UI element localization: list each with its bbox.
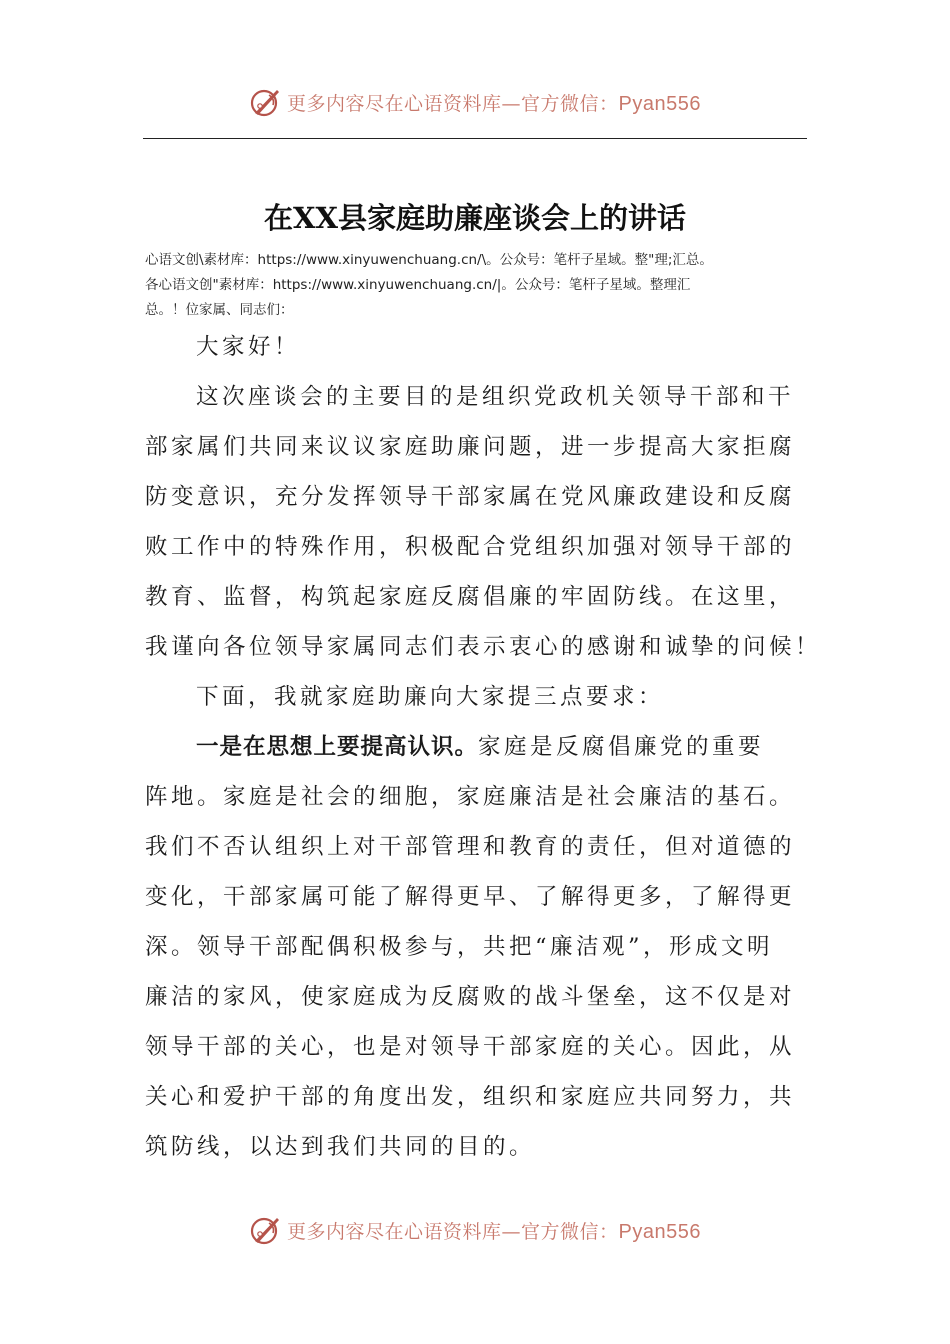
wechat-id: Pyan556	[618, 92, 701, 115]
paragraph-lead: 一是在思想上要提高认识。	[196, 734, 479, 760]
paragraph-3	[145, 722, 809, 1172]
paragraph-line: 关心和爱护干部的角度出发，组织和家庭应共同努力，共	[145, 1084, 796, 1110]
paragraph-line: 防变意识，充分发挥领导干部家属在党风廉政建设和反腐	[145, 484, 796, 510]
paragraph-line: 廉洁的家风，使家庭成为反腐败的战斗堡垒，这不仅是对	[145, 984, 796, 1010]
quill-logo-icon	[249, 1213, 283, 1247]
banner-text: 更多内容尽在心语资料库—官方微信：Pyan556	[287, 1220, 701, 1243]
document-title: 在XX县家庭助廉座谈会上的讲话	[263, 201, 686, 235]
paragraph-line: 深。领导干部配偶积极参与，共把“廉洁观”，形成文明	[145, 934, 774, 960]
paragraph-1	[145, 372, 822, 672]
paragraph-line: 部家属们共同来议议家庭助廉问题，进一步提高大家拒腐	[145, 434, 796, 460]
paragraph-line: 我们不否认组织上对干部管理和教育的责任，但对道德的	[145, 834, 796, 860]
header-divider	[143, 138, 807, 139]
paragraph-2	[145, 672, 809, 722]
paragraph-line: 这次座谈会的主要目的是组织党政机关领导干部和干	[196, 384, 795, 410]
greeting-text: 大家好！	[196, 334, 301, 360]
wechat-id: Pyan556	[618, 1220, 701, 1243]
paragraph-line: 阵地。家庭是社会的细胞，家庭廉洁是社会廉洁的基石。	[145, 784, 796, 810]
meta-line-1: 心语文创\素材库：https://www.xinyuwenchuang.cn/\。公众号：笔杆子星域。整"理;汇总。	[145, 252, 713, 268]
header-banner	[0, 82, 950, 122]
paragraph-line: 我谨向各位领导家属同志们表示衷心的感谢和诚挚的问候！	[145, 634, 822, 660]
paragraph-line: 变化，干部家属可能了解得更早、了解得更多，了解得更	[145, 884, 796, 910]
meta-line-2: 各心语文创"素材库：https://www.xinyuwenchuang.cn/|。公众号：笔杆子星域。整理汇	[145, 277, 691, 293]
paragraph-line: 家庭是反腐倡廉党的重要	[478, 734, 765, 760]
paragraph-line: 领导干部的关心，也是对领导干部家庭的关心。因此，从	[145, 1034, 796, 1060]
meta-line-3: 总。！位家属、同志们：	[145, 302, 294, 318]
paragraph-line: 下面，我就家庭助廉向大家提三点要求：	[196, 684, 665, 710]
banner-text: 更多内容尽在心语资料库—官方微信：Pyan556	[287, 92, 701, 115]
footer-banner	[0, 1210, 950, 1250]
paragraph-line: 筑防线，以达到我们共同的目的。	[145, 1134, 536, 1160]
paragraph-line: 败工作中的特殊作用，积极配合党组织加强对领导干部的	[145, 534, 796, 560]
greeting-paragraph	[145, 322, 809, 372]
paragraph-line: 教育、监督，构筑起家庭反腐倡廉的牢固防线。在这里，	[145, 584, 796, 610]
quill-logo-icon	[249, 85, 283, 119]
